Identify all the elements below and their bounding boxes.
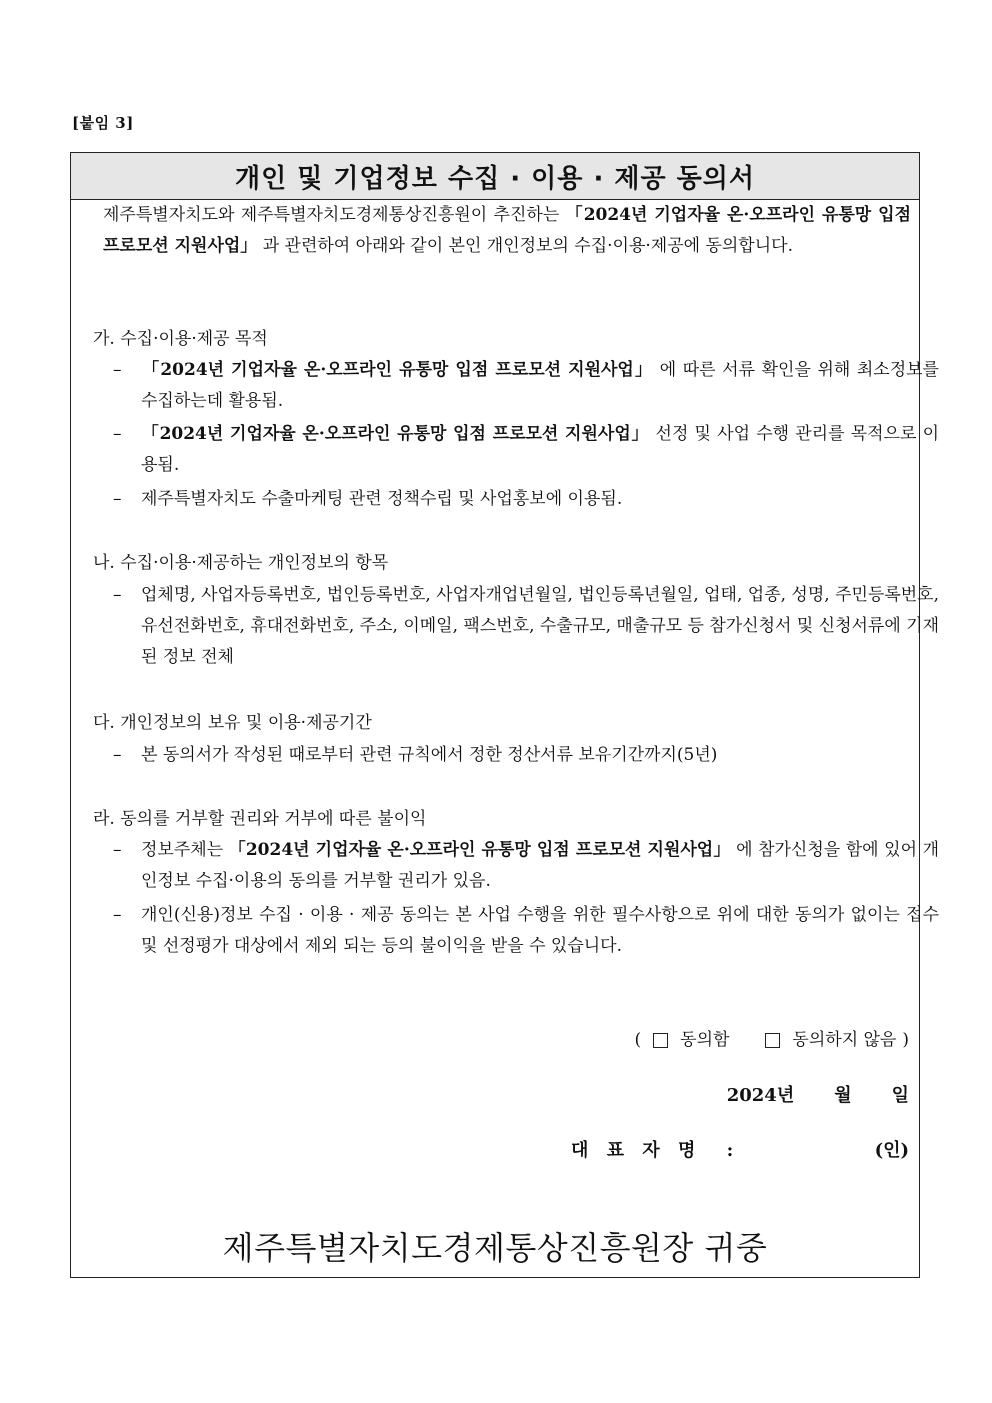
section-ga-item-2 — [113, 419, 939, 481]
section-da-heading: 다. 개인정보의 보유 및 이용·제공기간 — [93, 713, 372, 733]
intro-part2: 과 관련하여 아래와 같이 본인 개인정보의 수집·이용·제공에 동의합니다. — [257, 236, 793, 256]
section-da-item-1 — [113, 740, 939, 771]
section-na-item-1 — [113, 580, 939, 673]
recipient: 제주특별자치도경제통상진흥원장 귀중 — [222, 1229, 768, 1267]
section-na-heading: 나. 수집·이용·제공하는 개인정보의 항목 — [93, 553, 389, 573]
dash-marker: – — [113, 745, 122, 765]
item-text: 제주특별자치도 수출마케팅 관련 정책수립 및 사업홍보에 이용됨. — [141, 489, 623, 509]
item-text: 정보주체는 — [141, 840, 229, 860]
dash-marker: – — [113, 905, 122, 925]
date-line — [727, 1080, 909, 1111]
date-day: 일 — [891, 1085, 909, 1106]
section-ga-item-1 — [113, 355, 939, 417]
consent-open-paren: ( — [634, 1030, 642, 1050]
consent-options — [635, 1025, 910, 1056]
section-ra-item-1 — [113, 835, 939, 897]
intro-project-name: 「2024년 기업자율 온·오프라인 유통망 입점 프로모션 지원사업」 — [103, 205, 911, 256]
intro-paragraph — [103, 200, 911, 262]
project-name: 「2024년 기업자율 온·오프라인 유통망 입점 프로모션 지원사업」 — [228, 840, 731, 860]
dash-marker: – — [113, 585, 122, 605]
agree-checkbox[interactable] — [653, 1033, 668, 1048]
date-year: 2024년 — [726, 1085, 795, 1106]
dash-marker: – — [113, 360, 122, 380]
item-text: 에 참가신청을 함에 있어 개인정보 수집·이용의 동의를 거부할 권리가 있음. — [141, 840, 939, 891]
dash-marker: – — [113, 424, 122, 444]
item-text: 업체명, 사업자등록번호, 법인등록번호, 사업자개업년월일, 법인등록년월일, 업태, 업종, 성명, 주민등록번호, 유선전화번호, 휴대전화번호, 주소, 이메일, 팩스번호, 수출규모, 매출규모 등 참가신청서 및 신청서류에 기재된 정보 전체 — [141, 585, 940, 667]
dash-marker: – — [113, 840, 122, 860]
consent-form — [70, 152, 940, 1278]
attachment-label: [붙임 3] — [72, 114, 134, 132]
section-ga-heading: 가. 수집·이용·제공 목적 — [93, 329, 268, 349]
dash-marker: – — [113, 489, 122, 509]
signature-label: 대 표 자 명 — [571, 1140, 702, 1161]
date-month: 월 — [834, 1085, 852, 1106]
disagree-label: 동의하지 않음 — [792, 1030, 897, 1050]
project-name: 「2024년 기업자율 온·오프라인 유통망 입점 프로모션 지원사업」 — [141, 424, 650, 444]
disagree-checkbox[interactable] — [765, 1033, 780, 1048]
item-text: 본 동의서가 작성된 때로부터 관련 규칙에서 정한 정산서류 보유기간까지(5년) — [141, 745, 718, 765]
section-ga-item-3 — [113, 484, 939, 515]
project-name: 「2024년 기업자율 온·오프라인 유통망 입점 프로모션 지원사업」 — [141, 360, 654, 380]
consent-close-paren: ) — [902, 1030, 909, 1050]
item-text: 선정 및 사업 수행 관리를 목적으로 이용됨. — [141, 424, 939, 475]
signature-seal: (인) — [874, 1140, 909, 1161]
section-ra-heading: 라. 동의를 거부할 권리와 거부에 따른 불이익 — [93, 809, 427, 829]
signature-line — [571, 1135, 909, 1166]
item-text: 개인(신용)정보 수집 · 이용 · 제공 동의는 본 사업 수행을 위한 필수사항으로 위에 대한 동의가 없이는 접수 및 선정평가 대상에서 제외 되는 등의 불이익을 받을 수 있습니다. — [141, 905, 939, 956]
signature-colon: : — [726, 1140, 740, 1161]
item-text: 에 따른 서류 확인을 위해 최소정보를 수집하는데 활용됨. — [141, 360, 939, 411]
agree-label: 동의함 — [680, 1030, 730, 1050]
section-ra-item-2 — [113, 900, 939, 962]
form-title: 개인 및 기업정보 수집 · 이용 · 제공 동의서 — [71, 153, 919, 200]
intro-part1: 제주특별자치도와 제주특별자치도경제통상진흥원이 추진하는 — [103, 205, 566, 225]
